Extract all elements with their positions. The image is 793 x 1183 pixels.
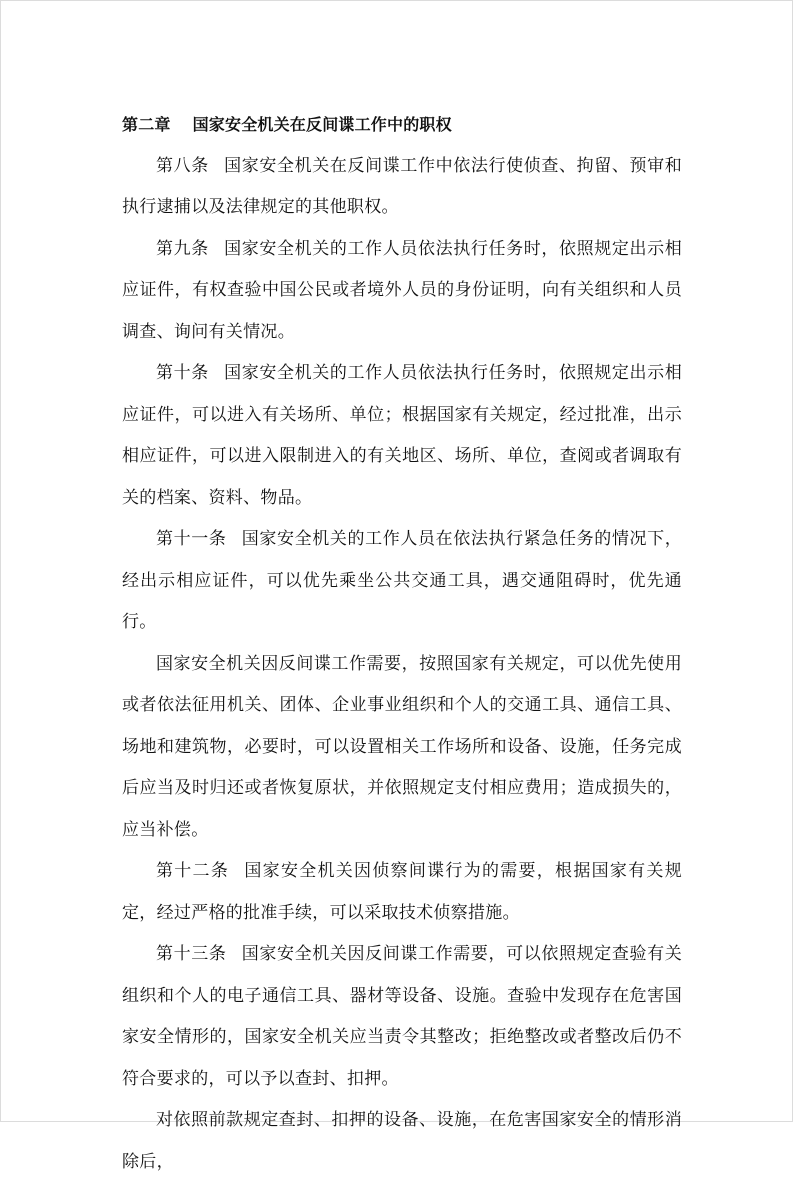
article-text: 国家安全机关的工作人员依法执行任务时，依照规定出示相应证件，有权查验中国公民或者境外人员的身份证明，向有关组织和人员调查、询问有关情况。 [122, 238, 682, 342]
article-paragraph [122, 519, 682, 644]
article-number: 第十一条 [156, 529, 227, 549]
article-paragraph [122, 851, 682, 934]
article-text: 国家安全机关的工作人员在依法执行紧急任务的情况下，经出示相应证件，可以优先乘坐公共交通工具，遇交通阻碍时，优先通行。 [122, 529, 683, 632]
article-paragraph [122, 229, 682, 354]
article-number: 第十条 [156, 363, 209, 383]
chapter-title: 国家安全机关在反间谍工作中的职权 [192, 115, 452, 134]
article-text: 国家安全机关在反间谍工作中依法行使侦查、拘留、预审和执行逮捕以及法律规定的其他职权。 [122, 155, 682, 217]
document-body [122, 104, 682, 1183]
article-text: 国家安全机关的工作人员依法执行任务时，依照规定出示相应证件，可以进入有关场所、单位；根据国家有关规定，经过批准，出示相应证件，可以进入限制进入的有关地区、场所、单位，查阅或者调取有关的档案、资料、物品。 [122, 363, 682, 508]
article-text: 国家安全机关因侦察间谍行为的需要，根据国家有关规定，经过严格的批准手续，可以采取技术侦察措施。 [122, 861, 683, 923]
article-paragraph [122, 146, 682, 229]
chapter-heading [122, 104, 682, 146]
article-paragraph [122, 644, 682, 852]
article-paragraph [122, 934, 682, 1100]
chapter-number: 第二章 [122, 115, 171, 134]
article-text: 国家安全机关因反间谍工作需要，可以依照规定查验有关组织和个人的电子通信工具、器材等设备、设施。查验中发现存在危害国家安全情形的，国家安全机关应当责令其整改；拒绝整改或者整改后仍不符合要求的，可以予以查封、扣押。 [122, 944, 683, 1089]
article-number: 第十三条 [156, 944, 227, 964]
article-paragraph [122, 353, 682, 519]
article-number: 第八条 [156, 155, 209, 176]
article-number: 第十二条 [156, 861, 230, 881]
article-number: 第九条 [156, 238, 209, 259]
article-paragraph [122, 1100, 682, 1183]
article-text: 国家安全机关因反间谍工作需要，按照国家有关规定，可以优先使用或者依法征用机关、团体、企业事业组织和个人的交通工具、通信工具、场地和建筑物，必要时，可以设置相关工作场所和设备、设施，任务完成后应当及时归还或者恢复原状，并依照规定支付相应费用；造成损失的，应当补偿。 [122, 653, 682, 840]
article-text: 对依照前款规定查封、扣押的设备、设施，在危害国家安全的情形消除后， [122, 1110, 682, 1172]
